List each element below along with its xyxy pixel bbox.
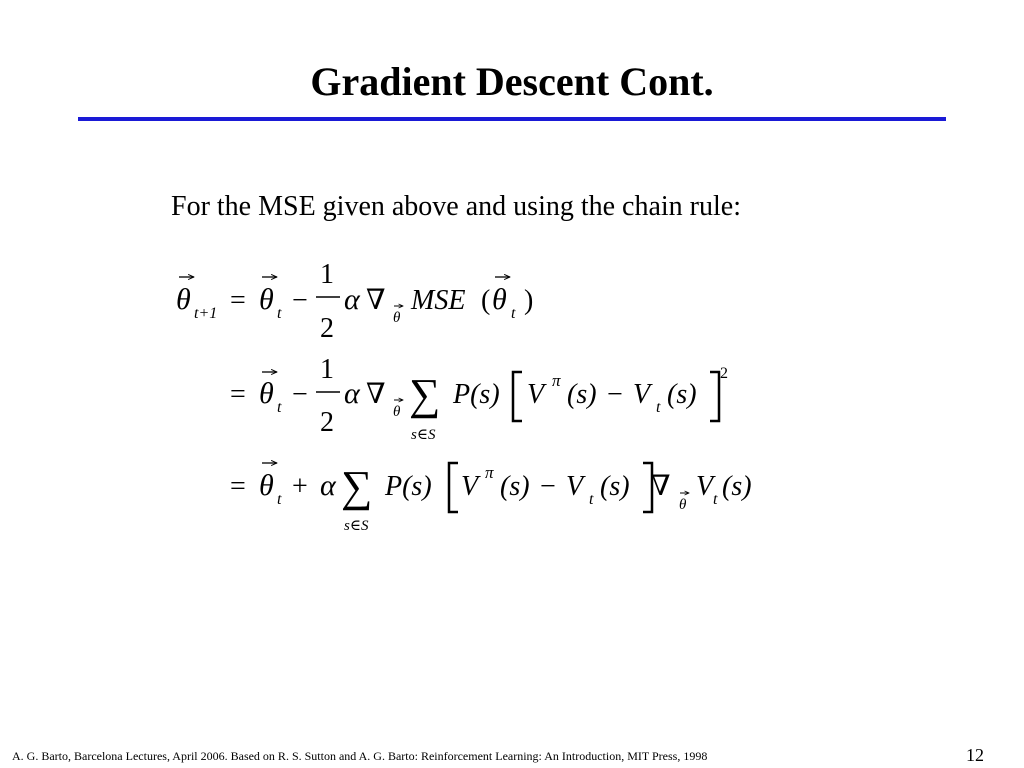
slide-title: Gradient Descent Cont. (310, 59, 714, 104)
summation-sign: ∑ (341, 462, 373, 511)
summation-sign: ∑ (409, 370, 441, 419)
equation-line-2 (230, 354, 728, 443)
nabla-symbol: ∇ (366, 379, 386, 410)
theta-subscript: θ (679, 497, 687, 513)
page-number: 12 (966, 745, 984, 765)
equals-sign: = (230, 285, 246, 316)
superscript-pi: π (552, 371, 561, 390)
theta-symbol: θ (259, 283, 274, 316)
probability-term: P(s) (453, 379, 500, 410)
paren-close: ) (524, 285, 534, 316)
minus-sign: − (292, 379, 308, 410)
mse-label: MSE (411, 285, 466, 316)
theta-symbol: θ (492, 283, 507, 316)
argument-s: (s) (722, 471, 752, 502)
probability-term: P(s) (385, 471, 432, 502)
equation-line-1 (176, 259, 533, 344)
bracket-close (710, 372, 719, 421)
theta-symbol: θ (259, 377, 274, 410)
minus-sign: − (292, 285, 308, 316)
minus-sign: − (540, 471, 556, 502)
subscript-t: t (511, 305, 516, 322)
subscript-t: t (656, 399, 661, 416)
subscript-t: t (277, 305, 282, 322)
value-v: V (527, 379, 545, 410)
subscript-t-plus-1: t+1 (194, 305, 218, 322)
superscript-pi: π (485, 463, 494, 482)
theta-subscript: θ (393, 404, 401, 420)
value-v: V (461, 471, 479, 502)
summation-index: s∈S (344, 518, 369, 534)
argument-s: (s) (600, 471, 630, 502)
equals-sign: = (230, 471, 246, 502)
value-v: V (566, 471, 584, 502)
subscript-t: t (277, 491, 282, 508)
subscript-t: t (277, 399, 282, 416)
argument-s: (s) (500, 471, 530, 502)
intro-text: For the MSE given above and using the chain rule: (171, 191, 741, 222)
footer-citation: A. G. Barto, Barcelona Lectures, April 2006. Based on R. S. Sutton and A. G. Barto: Reinforcement Learning: An Introduction, MIT Press, 1998 (12, 749, 708, 763)
nabla-symbol: ∇ (651, 471, 671, 502)
nabla-symbol: ∇ (366, 285, 386, 316)
fraction-numerator: 1 (320, 259, 334, 290)
theta-symbol: θ (176, 283, 191, 316)
summation-index: s∈S (411, 427, 436, 443)
fraction-denominator: 2 (320, 407, 334, 438)
argument-s: (s) (667, 379, 697, 410)
value-v: V (696, 471, 714, 502)
alpha-symbol: α (344, 283, 360, 316)
equation-line-3 (230, 462, 752, 534)
value-v: V (633, 379, 651, 410)
fraction-denominator: 2 (320, 313, 334, 344)
minus-sign: − (607, 379, 623, 410)
paren-open: ( (481, 285, 491, 316)
bracket-open (513, 372, 522, 421)
argument-s: (s) (567, 379, 597, 410)
subscript-t: t (713, 491, 718, 508)
fraction-numerator: 1 (320, 354, 334, 385)
bracket-open (449, 463, 458, 512)
theta-symbol: θ (259, 469, 274, 502)
superscript-square: 2 (720, 365, 728, 382)
alpha-symbol: α (344, 377, 360, 410)
equals-sign: = (230, 379, 246, 410)
alpha-symbol: α (320, 469, 336, 502)
subscript-t: t (589, 491, 594, 508)
plus-sign: + (292, 471, 308, 502)
theta-subscript: θ (393, 310, 401, 326)
